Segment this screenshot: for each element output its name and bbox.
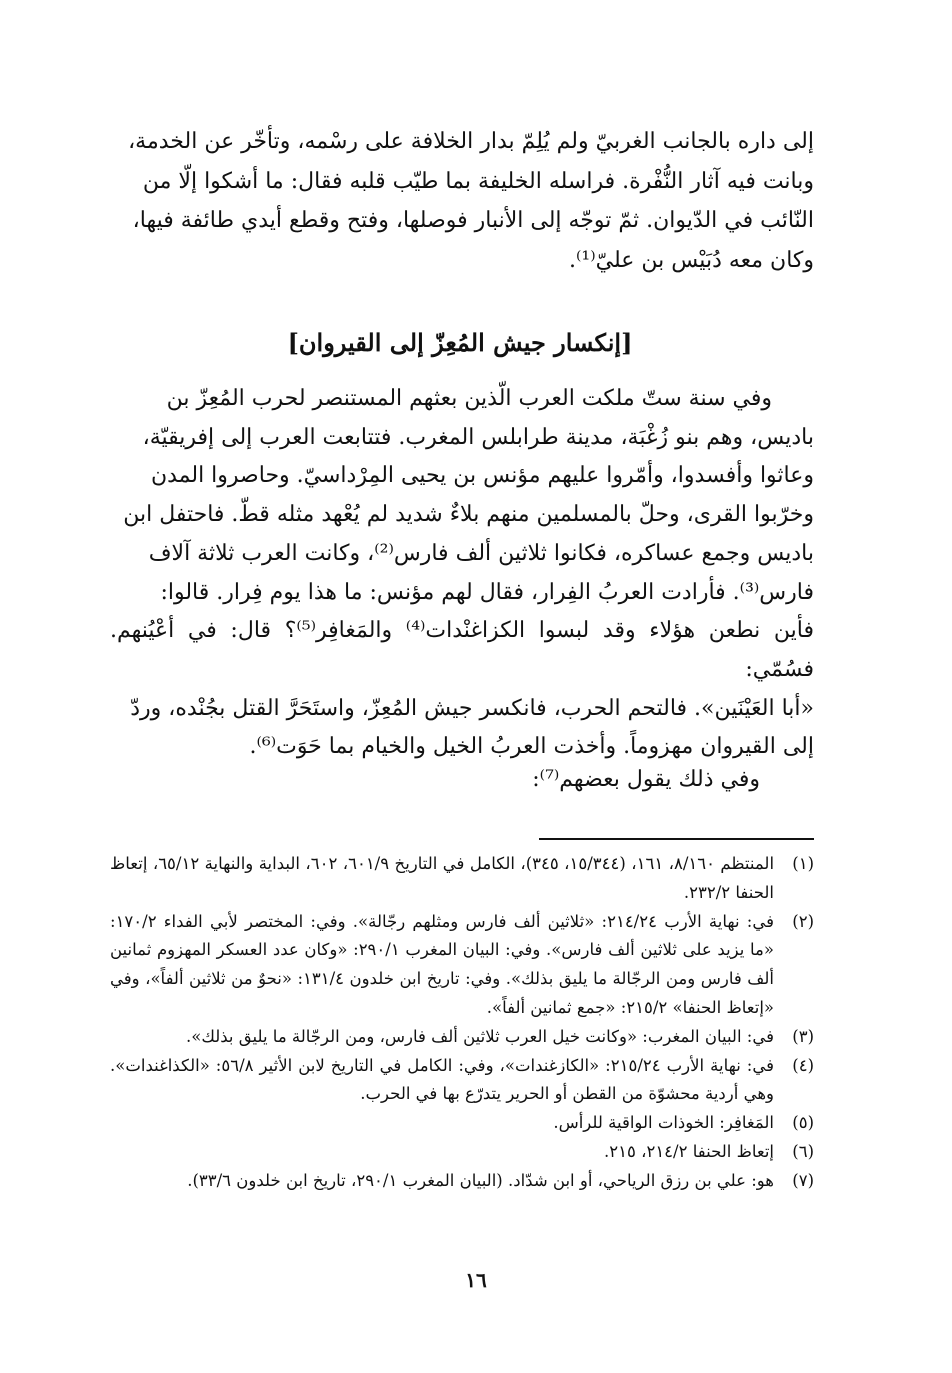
text-line: وكان معه دُبَيْس بن عليّ⁽¹⁾.	[569, 247, 814, 273]
footnotes	[110, 850, 814, 1196]
footnote	[110, 1023, 814, 1052]
text-line: فارس⁽³⁾. فأرادت العربُ الفِرار، فقال لهم مؤنس: ما هذا يوم فِرار. قالوا:	[160, 579, 814, 605]
footnote-text: هو: علي بن رزق الرياحي، أو ابن شدّاد. (البيان المغرب ٢٩٠/١، تاريخ ابن خلدون ٣٣/٦).	[187, 1170, 774, 1190]
text-line: وفي سنة ستّ ملكت العرب الّذين بعثهم المستنصر لحرب المُعِزّ بن	[166, 386, 772, 411]
footnote-text: المنتظم ٨/١٦٠، ١٦١، (١٥/٣٤٤، ٣٤٥)، الكامل في التاريخ ٦٠١/٩، ٦٠٢، البداية والنهاية ٦٥/١٢، إتعاظ الحنفا ٢٣٢/٢.	[110, 854, 775, 902]
footnote-text: المَغافِر: الخوذات الواقية للرأس.	[553, 1113, 774, 1133]
page-number: ١٦	[465, 1268, 487, 1292]
text-line: «أبا العَيْنَين». فالتحم الحرب، فانكسر جيش المُعِزّ، واستَحَرَّ القتل بجُنْده، وردّ	[130, 695, 814, 721]
footnote-number: (٣)	[792, 1026, 814, 1046]
footnote-text: إتعاظ الحنفا ٢١٤/٢، ٢١٥.	[604, 1141, 774, 1161]
section-heading: [إنكسار جيش المُعِزّ إلى القيروان]	[287, 328, 633, 357]
footnote-text: في: البيان المغرب: «وكانت خيل العرب ثلاثين ألف فارس، ومن الرجّالة ما يليق بذلك».	[185, 1026, 774, 1046]
footnote	[110, 1138, 814, 1167]
poem-intro: وفي ذلك يقول بعضهم⁽⁷⁾:	[532, 767, 760, 792]
footnote-number: (٧)	[792, 1170, 814, 1190]
footnote	[110, 1109, 814, 1138]
text-line: إلى داره بالجانب الغربيّ ولم يُلِمّ بدار الخلافة على رسْمه، وتأخّر عن الخدمة،	[128, 129, 814, 154]
opening-paragraph	[110, 122, 814, 280]
text-line: النّائب في الدّيوان. ثمّ توجّه إلى الأنبار فوصلها، وفتح وقطع أيدي طائفة فيها،	[132, 208, 814, 233]
text-line: وعاثوا وأفسدوا، وأمّروا عليهم مؤنس بن يحيى المِرْداسيّ. وحاصروا المدن	[150, 463, 814, 489]
footnote-text: في: نهاية الأرب ٢١٤/٢٤: «ثلاثين ألف فارس ومثلهم رجّالة». وفي: المختصر لأبي الفداء ١٧٠/٢: «ما يزيد على ثلاثين ألف فارس». وفي: البيان المغرب ٢٩٠/١: «وكان عدد العسكر المهزوم ثمانين ألف فارس ومن الرجّالة ما يليق بذلك». وفي: تاريخ ابن خلدون ١٣١/٤: «نحوٌ من ثلاثين ألفاً»، وفي «إتعاظ الحنفا» ٢١٥/٢: «جمع ثمانين ألفاً».	[110, 911, 775, 1017]
text-line: وخرّبوا القرى، وحلّ بالمسلمين منهم بلاءٌ شديد لم يُعْهد مثله قطّ. فاحتفل ابن	[123, 502, 814, 528]
text-line: إلى القيروان مهزوماً. وأخذت العربُ الخيل والخيام بما حَوَت⁽⁶⁾.	[249, 734, 814, 760]
footnote-text: في: نهاية الأرب ٢١٥/٢٤: «الكازغندات»، وفي: الكامل في التاريخ لابن الأثير ٥٦/٨: «الكذاغندات». وهي أردية محشوّة من القطن أو الحرير يتدرّع بها في الحرب.	[110, 1055, 774, 1104]
footnote	[110, 1052, 814, 1110]
footnote-number: (٦)	[792, 1141, 814, 1161]
footnote-separator	[539, 838, 814, 840]
footnote	[110, 908, 814, 1023]
footnote	[110, 1167, 814, 1196]
text-line: فأين نطعن هؤلاء وقد لبسوا الكزاغنْدات⁽⁴⁾ والمَغافِر⁽⁵⁾؟ قال: في أعْيُنهم. فسُمّي:	[110, 618, 814, 682]
footnote-number: (٤)	[792, 1055, 814, 1075]
footnote-number: (٢)	[792, 911, 814, 931]
footnote	[110, 850, 814, 908]
main-paragraph	[110, 380, 814, 767]
text-line: باديس وجمع عساكره، فكانوا ثلاثين ألف فارس⁽²⁾، وكانت العرب ثلاثة آلاف	[148, 540, 814, 566]
footnote-number: (٥)	[792, 1113, 814, 1133]
text-line: باديس، وهم بنو زُغْبَة، مدينة طرابلس المغرب. فتتابعت العرب إلى إفريقيّة،	[142, 424, 814, 450]
footnote-number: (١)	[792, 854, 814, 873]
text-line: وبانت فيه آثار النُّفْرة. فراسله الخليفة بما طيّب قلبه فقال: ما أشكوا إلّا من	[142, 168, 814, 194]
